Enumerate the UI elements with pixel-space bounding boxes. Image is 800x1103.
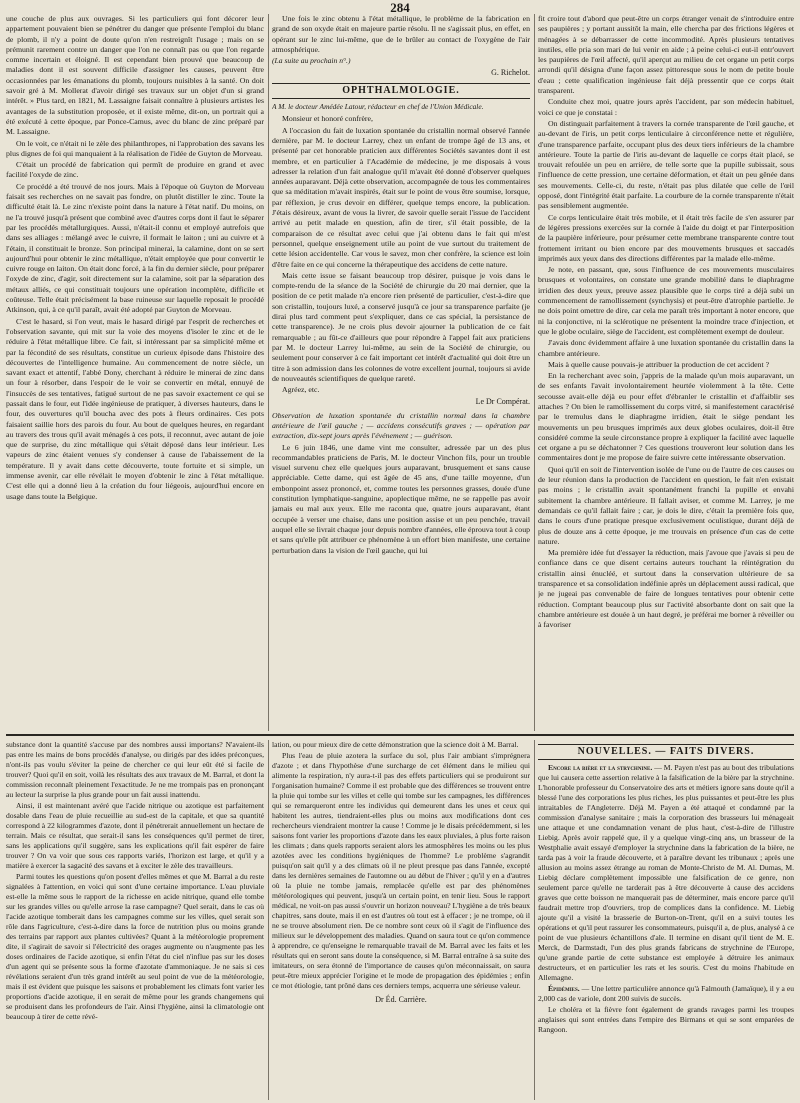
paragraph: lation, ou pour mieux dire de cette démonstration que la science doit à M. Barral. xyxy=(272,740,519,749)
column-divider xyxy=(268,14,269,731)
paragraph: Mais à quelle cause pouvais-je attribuer la production de cet accident ? xyxy=(548,359,770,369)
paragraph: substance dont la quantité s'accuse par des nombres aussi importans? N'avaient-ils pas entre les mains de bons procédés d'analyse, ou dirigés par des idées préconçues, n'ont-ils pas voulu s'éviter la peine de chercher ce qui leur eût été si facile de trouver? Quoi qu'il en soit, voilà les résultats des aux travaux de M. Barral, et dont la commission reconnaît pleinement l'exactitude. Je ne me trompais pas en prononçant au lecteur la surprise la plus grande pour un fait aussi inattendu. xyxy=(6,740,264,799)
news-lead: Encore la bière et la strychnine. xyxy=(548,763,653,772)
news-item xyxy=(538,1005,794,1035)
paragraph: Ma première idée fut d'essayer la réduction, mais j'avoue que j'avais si peu de confiance dans ce que disent certains auteurs touchant la réintégration du cristallin ainsi énucléé, et surtout dans la conservation ultérieure de sa transparence et sa consolidation indéfinie après un déplacement aussi radical, que je ne jugeai pas convenable de faire de longues tentatives pour obtenir cette réduction. Comptant beaucoup plus sur l'activité absorbante dont on sait que la chambre antérieure est douée à un haut degré, je préférai me borner à réveiller ou à favoriser xyxy=(538,548,794,630)
lower-column-3 xyxy=(538,740,794,1100)
paragraph: C'était un procédé de fabrication qui permît de produire en grand et avec facilité l'oxyde de zinc. xyxy=(6,160,264,180)
column-divider xyxy=(534,740,535,1100)
news-text: — Une lettre particulière annonce qu'à Falmouth (Jamaïque), il y a eu 2,000 cas de variole, dont 200 suivis de succès. xyxy=(538,984,794,1003)
paragraph: Ce procédé a été trouvé de nos jours. Mais à l'époque où Guyton de Morveau faisait ses recherches on ne savait pas fondre, on plutôt distiller le zinc. Toute la difficulté était là. Le zinc n'existe point dans la nature à l'état natif. Du moins, on ne l'a trouvé jusqu'à présent que combiné avec d'autres corps dont il faut le séparer par les procédés métallurgiques. Aussi, n'était-il connu et employé autrefois que dans ses alliages : mélangé avec le cuivre, il formait le laiton ; uni au cuivre et à l'étain, il constituait le bronze. Son principal minerai, la calamine, dont on se sert aujourd'hui pour obtenir le zinc métallique, n'était employée que pour convertir le cuivre rouge en laiton. On était donc forcé, à la fin du dernier siècle, pour préparer l'oxyde de zinc, d'agir, soit directement sur la calamine, soit par la séparation des métaux alliés, ce qui constituait toujours une opération incomplète, difficile et coûteuse. Telle était précisément la base ruineuse sur laquelle reposait le procédé Atkinson, qui, à ce qu'il paraît, avait été adopté par Guyton de Morveau. xyxy=(6,181,264,315)
upper-column-3 xyxy=(538,14,794,731)
paragraph: En la recherchant avec soin, j'appris de la malade qu'un mois auparavant, un de ses enfants l'avait involontairement heurtée violemment à la tête. Cette secousse avait-elle déjà eu pour effet d'ébranler le cristallin et d'affaiblir ses attaches ? On bien le ramollissement du corps vitré, si manifestement caractérisé par le tremulus dans le diaphragme irridien, était le siège pendant les mouvements un peu brusques imprimés aux deux globes oculaires, doit-il être considéré comme la seule circonstance propre à expliquer la facilité avec laquelle cet organe a pu se déchatonner ? Ces questions trouveront leur solution dans les commentaires dont je me propose de faire suivre cette intéressante observation. xyxy=(538,371,794,463)
signature-richelot: G. Richelot. xyxy=(491,68,530,78)
news-lead: Épidémies. xyxy=(548,984,580,993)
news-text: Le choléra et la fièvre font également de grands ravages parmi les troupes anglaises qui sont entrées dans l'empire des Birmans et qui se sont emparées de Rangoon. xyxy=(538,1005,794,1034)
paragraph: Parmi toutes les questions qu'on posent d'elles mêmes et que M. Barral a du reste signalées à l'attention, en voici qui sont d'une certaine importance. L'eau pluviale est-elle la même sous le rapport de la richesse en acide nitrique, quand elle tombe sur les grandes villes ou qu'elle arrose la rase campagne? Quel serait, dans le cas où l'acide azotique tomberait dans les campagnes comme sur les villes, quel serait son rôle dans l'agriculture, c'est-à-dire dans la force de nutrition plus ou moins grande des terrains par rapport aux plantes cultivées? Quant à la météorologie proprement dite, il s'agirait de savoir si l'électricité des orages augmente ou n'augmente pas les doses ordinaires de l'acide azotique, si enfin l'état du ciel n'influe pas sur les doses d'un agent qui se présente sous la forme d'azotate d'ammoniaque. Je ne sais si ces révélations seraient d'un très grand intérêt au seul point de vue de la météorologie, mais il est évident que puisque les saisons et probablement les climats font varier les proportions d'acide azotique, il en serait de même pour les grands changemens qui se produisent dans les profondeurs de l'air. Ainsi l'hygiène, ainsi la climatologie ont beaucoup à tirer de cette révé- xyxy=(6,872,264,1021)
paragraph: On distinguait parfaitement à travers la cornée transparente de l'œil gauche, et au-devant de l'iris, un petit corps lenticulaire à circonférence nette et régulière, d'une transparence parfaite, occupant plus des deux tiers inférieurs de la chambre antérieure. Toute la partie de l'iris au-devant de laquelle ce corps était placé, se trouvait refoulée un peu en arrière, de telle sorte que la pupille subissait, sous l'influence de cette pression, une certaine déformation, et était un peu gênée dans ses mouvements. Celle-ci, du reste, n'était pas plus dilatée que celle de l'œil opposé, dont l'intégrité était parfaite. La courbure de la cornée transparente n'était pas sensiblement augmentée. xyxy=(538,118,794,211)
signature-comperat: Le Dr Compérat. xyxy=(475,397,530,407)
column-divider xyxy=(268,740,269,1100)
section-title-ophthalmologie: OPHTHALMOLOGIE. xyxy=(272,83,530,99)
news-item xyxy=(538,984,794,1004)
paragraph: A l'occasion du fait de luxation spontanée du cristallin normal observé l'année dernière, par M. le docteur Larrey, chez un enfant de trompe âgé de 13 ans, et présenté par cet honorable praticien aux différentes Sociétés savantes dont il est membre, et en particulier à l'Académie de médecine, je me disposais à vous adresser la relation d'un fait analogue qu'il m'avait été donné d'observer quelques années auparavant. Déjà cette observation, accompagnée de tous les commentaires que sa méditation m'avait inspirés, était sur le point de vous être soumise, lorsque, par réflexion, je crus devoir en différer, quelque temps encore, la publication. J'étais désireux, avant de vous la livrer, de savoir quelle serait l'issue de l'accident arrivé au petit malade en question, afin de tirer, s'il était possible, de la comparaison de ce résultat avec celui que j'ai obtenu dans le fait qui m'est personnel, quelque enseignement utile au point de vue surtout du traitement de cette lésion accidentelle. Car vous le savez, mon cher confrère, la science est loin d'être faite en ce qui concerne la thérapeutique des accidens de cette nature. xyxy=(272,125,530,269)
signature-carriere: Dr Éd. Carrière. xyxy=(375,995,427,1004)
paragraph: Plus l'eau de pluie azotera la surface du sol, plus l'air ambiant s'imprégnera d'azote ; et dans l'hypothèse d'une surcharge de cet élément dans le milieu qui alimente la respiration, n'y aura-t-il pas des effets particuliers qui se produiront sur l'organisation humaine? Comme il est probable que des différences se trouvent entre la pluie qui tombe sur les villes et celle qui tombe sur les campagnes, les différences qui se remarqueront entre les individus qui demeurent dans les unes et ceux qui habitent les autres, tiendraient-elles plus ou moins aux modifications dont ces rechercheurs viendraient montrer la cause ! Comme je le disais précédemment, si les saisons font varier les proportions d'azote dans les eaux pluviales, à plus forte raison les climats ; dans quels rapports seraient alors les atmosphères les moins ou les plus azotées avec les conditions hygiéniques de l'homme? Le problème s'agrandit puisqu'on sait qu'il y a des climats où il ne pleut presque pas dans l'année, excepté dans les dernières semaines de l'automne ou au début de l'hiver ; qu'il y en a d'autres où la pluie ne tombe jamais, remplacée qu'elle est par des phénomènes météorologiques qui peuvent, jusqu'à un certain point, en tenir lieu. Sous le rapport médical, ne voit-on pas aussi s'ouvrir un horizon nouveau? L'hygiène a de très beaux chapitres, sans doute, mais il en est d'autres où tout est à effacer ; je ne trompe, où il ne se trouve absolument rien. De ce nombre sont ceux où il s'agit de l'influence des milieux sur le développement des maladies. Quand on saura tout ce qu'on commence à apprendre, ce qu'enseigne le remarquable travail de M. Barral avec les faits et les résultats qui en seront sans doute la conséquence, si M. Barral entraîne à sa suite des imitateurs, on sera étonné de l'importance de causes qu'on méconnaissait, on saura peut-être mieux apprécier l'origine et le mode de propagation des épidémies ; enfin ce mot étiologie, tant prôné dans ces derniers temps, acquerra une sérieuse valeur. xyxy=(272,751,530,990)
paragraph: C'est le hasard, si l'on veut, mais le hasard dirigé par l'esprit de recherches et l'observation savante, qui mit sur la voie des moyens d'isoler le zinc et de le réduire à l'état métallique libre. Ce fait, si intéressant par sa simplicité même et par la fécondité de ses résultats, constitue un curieux épisode dans l'histoire des découvertes de l'intelligence humaine. Au commencement de notre siècle, un savant exact et attentif, l'abbé Dony, cherchant à réduire le minerai de zinc dans un four à résorber, dans l'espoir de le voir se convertir en métal, ennuyé de l'insuccès de ses tentatives, fatigué surtout de ne pas savoir exactement ce qui se passait dans le four, eut l'idée ingénieuse de pratiquer, à diverses hauteurs, dans le four, des ouvertures qu'il boucha avec des pots à fleurs ordinaires. Ces pots faisaient saillie hors des parois du four. Au bout de quelques heures, en regardant au travers des trous qu'il avait ménagés à ces pots, il reconnut, avec autant de joie que de surprise, du zinc métallique qui s'était déposé dans leur intérieur. Les vapeurs de zinc étaient venues s'y condenser à cause de l'abaissement de la température. Il y avait dans cette découverte, toute fortuite et si simple, un immense avenir, car elle révélait le moyen d'obtenir le zinc à l'état métallique. C'est elle qui a donné lieu à la création du four liégeois, aujourd'hui encore en usage dans toute la Belgique. xyxy=(6,316,264,501)
paragraph: Ce corps lenticulaire était très mobile, et il était très facile de s'en assurer par de légères pressions exercées sur la cornée à l'aide du doigt et par l'interposition de la paupière inférieure, pour présumer cette membrane transparente contre tout frottement irritant ou bien encore par des mouvements brusques et saccadés imprimés aux yeux dans des directions différentes par la malade elle-même. xyxy=(538,212,794,263)
news-text: — M. Payen n'est pas au bout des tribulations que lui causera cette assertion relative à la falsification de la bière par la strychnine. L'honorable professeur du Conservatoire des arts et métiers ignore sans doute qu'il a blessé l'une des corporations les plus riches, les plus puissantes et peut-être les plus intraitables de l'Angleterre. Déjà M. Payen a été attaqué et condamné par la commission d'analyse sanitaire ; mais la corporation des brasseurs lui ménageait une attaque et une condamnation venant de plus haut, c'est-à-dire de l'illustre Liebig. Après avoir rappelé que, il y a quelque vingt-cinq ans, un brasseur de la Westphalie avait essayé d'employer la strychnine dans la fabrication de la bière, ne tarda pas à voir la fraude découverte, et à paraître devant les tribunaux ; après une allusion au moins assez étrange au roman de Monte-Christo de M. Al. Dumas, M. Liebig déclare complètement impossible une falsification de ce genre, non seulement parce qu'elle ne tarderait pas à être découverte à cause des accidens graves que cette boisson ne manquerait pas de déterminer, mais encore parce qu'il faudrait mettre trop d'ouvriers, trop de complices dans la confidence. M. Liebig ajoute qu'il a visité la brasserie de Burton-on-Trent, qu'il en a suivi toutes les opérations et qu'il peut rassurer les consommateurs, puisqu'il a, de plus, analysé à ce point de vue plusieurs échantillons d'ale. Il termine en disant qu'il tient de M. E. Merck, de Darmstadt, l'un des plus grands fabricans de strychnine de l'Europe, qu'une grande partie de cette substance est employée à détruire les animaux destructeurs, et en particulier les rats et les souris. C'est du moins l'habitude en Allemagne. xyxy=(538,763,794,982)
paragraph: Mais cette issue se faisant beaucoup trop désirer, puisque je vois dans le compte-rendu de la séance de la Société de chirurgie du 20 mai dernier, que la position de ce petit malade n'a encore rien présenté de particulier, c'est-à-dire que son cristallin, toujours luxé, a conservé jusqu'à ce jour sa transparence parfaite (je dirai plus tard comment peut s'expliquer, dans ce cas spécial, la persistance de cette transparence). Je ne crois plus devoir ajourner la publication de ce fait remarquable ; au fût-ce d'ailleurs que pour répondre à l'appel fait aux praticiens par M. le docteur Larrey lui-même, au sein de la Société de chirurgie, ou seulement pour conserver à ce fait important cet intérêt d'actualité qui doit être un titre à son admission dans les colonnes de votre excellent journal, toujours si avide de nouveautés scientifiques de quelque rareté. xyxy=(272,270,530,383)
paragraph: On le voit, ce n'était ni le zèle des philanthropes, ni l'approbation des savans les plus dignes de foi qui manquaient à la réalisation de l'idée de Guyton de Morveau. xyxy=(6,138,264,158)
paragraph: Quoi qu'il en soit de l'intervention isolée de l'une ou de l'autre de ces causes ou de leur réunion dans la production de l'accident en question, le fait n'en existait pas moins ; le cristallin avait spontanément franchi la pupille et envahi subitement la chambre antérieure. Il fallait aviser, et comme M. Larrey, je me demandais ce qu'il fallait faire ; car, je dois le dire, c'était la première fois que, dans le cours d'une pratique presque exclusivement oculistique, durant déjà de plus de douze ans à cette époque, je me trouvais en présence d'un cas de cette nature. xyxy=(538,464,794,546)
lower-section xyxy=(6,740,794,1100)
upper-section xyxy=(6,14,794,731)
paragraph: Le 6 juin 1846, une dame vint me consulter, adressée par un des plus recommandables praticiens de Paris, M. le docteur Vinchon fils, pour un trouble visuel survenu chez elle quelques jours auparavant, brusquement et sans cause appréciable. Cette dame, qui est âgée de 45 ans, d'une taille moyenne, d'un embonpoint assez prononcé, et, comme toutes les personnes grasses, douée d'une constitution lymphatique-sanguine, apoplectique même, ne se rappelle pas avoir jamais eu mal aux yeux. Elle me raconta que, quatre jours auparavant, étant occupée à verser une chaise, dans une position assise et un peu penchée, travail auquel elle se livrait chaque jour depuis nombre d'années, elle éprouva tout à coup et sans qu'elle pût attribuer ce phénomène à un effort bien manifeste, une certaine perturbation dans la vision de l'œil gauche, qui lui xyxy=(272,442,530,555)
paragraph: Ainsi, il est maintenant avéré que l'acide nitrique ou azotique est parfaitement dosable dans l'eau de pluie recueillie au sud-est de la capitale, et que sa quantité correspond à 22 kilogrammes d'azote, dont il pénétrerait annuellement un hectare de terrain. Mais ce résultat, que serait-il sans les conséquences qu'il permet de tirer, sans les applications qu'il suggère, sans les explications qu'il fait espérer de faire trouver ? On va voir que sous ces rapports variés, l'horizon est large, et qu'il y a matière à exercer la sagacité des savans et à exciter le zèle des travailleurs. xyxy=(6,801,264,870)
upper-column-2 xyxy=(272,14,530,731)
column-divider xyxy=(534,14,535,731)
lower-column-2 xyxy=(272,740,530,1100)
news-item xyxy=(538,763,794,983)
paragraph: fit croire tout d'abord que peut-être un corps étranger venait de s'introduire entre ses paupières ; y portant aussitôt la main, elle chercha par des frictions légères et ménagées à se débarrasser de cette incommodité. Après plusieurs tentatives inutiles, elle pria son mari de lui venir en aide ; à peine celui-ci eut-il entr'ouvert les paupières de l'œil affecté, qu'il aperçut au milieu de cet organe un petit corps arrondi qu'il désigna d'une façon assez pittoresque sous le nom de petite boule d'eau ; cette qualification ingénieuse fait déjà pressentir que ce corps était transparent. xyxy=(538,14,794,96)
letter-byline: A M. le docteur Amédée Latour, rédacteur en chef de l'Union Médicale. xyxy=(272,102,484,112)
paragraph: une couche de plus aux ouvrages. Si les particuliers qui font décorer leur appartement pouvaient bien se pénétrer du danger que présente l'emploi du blanc de plomb, il n'y a point de doute qu'on n'en restreignît l'usage ; mais on se prémunit rarement contre un danger que l'on ne connaît pas ou que l'on regarde comme incertain et éloigné. Il est cependant bien prouvé que beaucoup de maladies dont il est souvent difficile d'assigner les causes, peuvent être occasionnées par les émanations du plomb, toujours nuisibles à la santé. On doit savoir gré à M. Mollerat d'avoir dirigé ses travaux sur un objet d'un si grand intérêt. » Plus tard, en 1821, M. Lassaigne faisait connaître à plusieurs artistes les avantages de la substitution proposée, et il existe même, dit-on, un portrait qui a été exécuté à cette époque, par Ponce-Camus, avec du blanc de zinc préparé par M. Lassaigne. xyxy=(6,14,264,137)
continued-note: (La suite au prochain n°.) xyxy=(272,56,351,66)
paragraph: Je note, en passant, que, sous l'influence de ces mouvements musculaires brusques et volontaires, on constate une grande mobilité dans le diaphragme irridien des deux yeux, preuve assez plausible que le corps tiré a déjà subi un commencement de ramollissement (synchysis) et peut-être d'atrophie partielle. Je ne dois point omettre de dire, car cela me paraît très important à noter encore, que ni la conjonctive, ni la sclérotique ne présentent la moindre trace d'injection, et que le globe oculaire, siège de l'accident, est complètement exempt de douleur. xyxy=(538,265,794,336)
paragraph: Conduite chez moi, quatre jours après l'accident, par son médecin habituel, voici ce que je constatai : xyxy=(538,97,794,117)
case-title: Observation de luxation spontanée du cristallin normal dans la chambre antérieure de l'œil gauche ; — accidens consécutifs graves ; — opération par extraction, dix-sept jours après l'événement ; — guérison. xyxy=(272,410,530,441)
upper-column-1 xyxy=(6,14,264,731)
paragraph: Agréez, etc. xyxy=(282,385,320,395)
paragraph: J'avais donc évidemment affaire à une luxation spontanée du cristallin dans la chambre antérieure. xyxy=(538,338,794,358)
paragraph: Une fois le zinc obtenu à l'état métallique, le problème de la fabrication en grand de son oxyde était en majeure partie résolu. Il ne s'agissait plus, en effet, en opérant sur le zinc lui-même, que de le brûler au contact de l'oxygène de l'air atmosphérique. xyxy=(272,14,530,54)
horizontal-divider xyxy=(6,734,794,736)
lower-column-1 xyxy=(6,740,264,1100)
section-title-nouvelles: NOUVELLES. — FAITS DIVERS. xyxy=(538,744,794,760)
paragraph: Monsieur et honoré confrère, xyxy=(282,114,373,124)
page-number: 284 xyxy=(390,0,410,15)
